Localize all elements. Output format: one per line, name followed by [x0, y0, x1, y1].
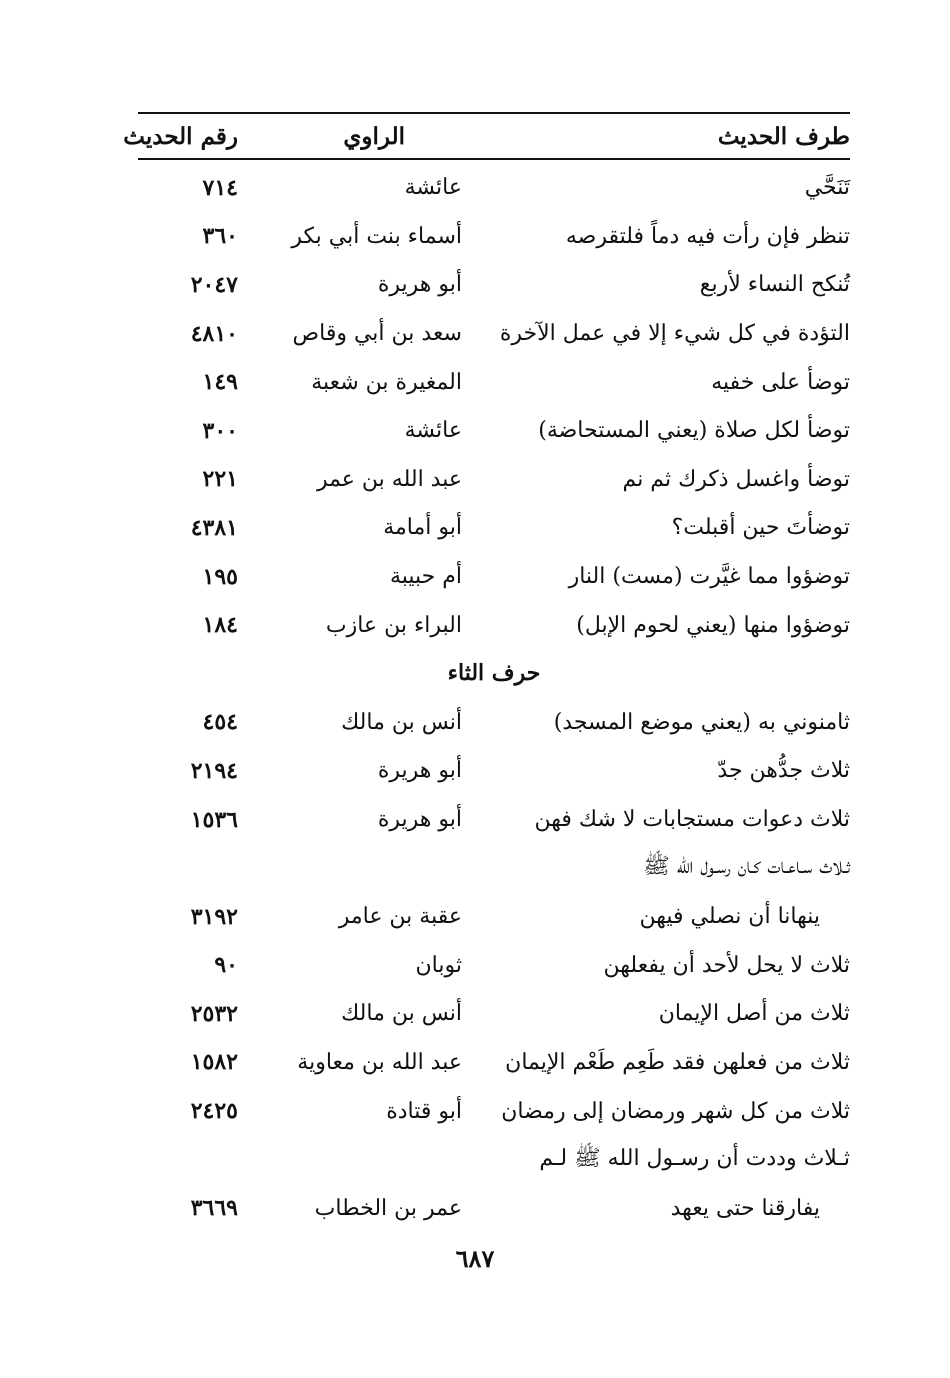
- table-row: [138, 552, 850, 601]
- table-row-continued: [138, 1135, 850, 1184]
- rawi-name: أنس بن مالك: [341, 1001, 462, 1027]
- hadith-column-header: طرف الحديث: [717, 122, 850, 150]
- hadith-text: توضأ على خفيه: [711, 369, 850, 395]
- table-row: [138, 747, 850, 796]
- rawi-name: أنس بن مالك: [341, 709, 462, 735]
- hadith-text: ثلاث من كل شهر ورمضان إلى رمضان: [501, 1098, 850, 1124]
- hadith-text: التؤدة في كل شيء إلا في عمل الآخرة: [499, 321, 850, 347]
- hadith-text: توضأتَ حين أقبلت؟: [671, 515, 850, 541]
- table-row: [138, 212, 850, 261]
- hadith-text: توضؤوا مما غيَّرت (مست) النار: [568, 564, 850, 590]
- table-row: [138, 164, 850, 213]
- section-title: حرف الثاء: [447, 660, 541, 687]
- table-row: [138, 1184, 850, 1233]
- hadith-number: ٢١٩٤: [190, 757, 238, 784]
- rawi-name: ثوبان: [415, 952, 462, 978]
- rawi-name: [247, 1135, 462, 1184]
- hadith-text: ثلاث دعوات مستجابات لا شك فهن: [534, 807, 850, 833]
- hadith-text: تَنَحَّي: [804, 175, 850, 201]
- hadith-number: ٣٦٦٩: [190, 1195, 238, 1222]
- table-row: [138, 601, 850, 650]
- table-row: [138, 261, 850, 310]
- hadith-number: ٧١٤: [202, 174, 238, 201]
- hadith-text: توضأ لكل صلاة (يعني المستحاضة): [538, 418, 850, 444]
- rawi-name: عائشة: [404, 418, 462, 444]
- table-row: [138, 1087, 850, 1136]
- section-heading: [138, 649, 850, 698]
- hadith-number: ١٤٩: [202, 369, 238, 396]
- rawi-name: أبو هريرة: [377, 272, 462, 298]
- table-row: [138, 941, 850, 990]
- hadith-number: ٢٢١: [202, 466, 238, 493]
- hadith-number: ٣٦٠: [202, 223, 238, 250]
- hadith-text: ثلاث لا يحل لأحد أن يفعلهن: [603, 952, 850, 978]
- rawi-name: البراء بن عازب: [325, 612, 462, 638]
- table-row: [138, 406, 850, 455]
- rawi-name: المغيرة بن شعبة: [311, 369, 462, 395]
- hadith-text: تُنكح النساء لأربع: [699, 272, 850, 298]
- table-row: [138, 455, 850, 504]
- hadith-text: ثلاث من أصل الإيمان: [658, 1001, 850, 1027]
- rawi-column-header: الراوي: [343, 122, 405, 150]
- hadith-number: ١٨٤: [202, 612, 238, 639]
- table-row: [138, 892, 850, 941]
- rawi-name: عقبة بن عامر: [338, 904, 462, 930]
- rawi-name: أبو هريرة: [377, 758, 462, 784]
- hadith-number: ٢٤٢٥: [190, 1098, 238, 1125]
- rawi-name: عمر بن الخطاب: [314, 1195, 462, 1221]
- hadith-number: ١٥٣٦: [190, 806, 238, 833]
- rawi-name: أبو أمامة: [383, 515, 462, 541]
- hadith-text: ينهانا أن نصلي فيهن: [639, 904, 820, 930]
- rawi-name: عبد الله بن عمر: [316, 466, 462, 492]
- rawi-name: أبو قتادة: [386, 1098, 462, 1124]
- hadith-text: ثامنوني به (يعني موضع المسجد): [553, 709, 850, 735]
- hadith-text: ثـلاث سـاعـات كـان رسـول الله ﷺ: [643, 854, 850, 880]
- hadith-number: [138, 1135, 238, 1184]
- hadith-text: ثـلاث وددت أن رسـول الله ﷺ لـم: [539, 1145, 850, 1171]
- hadith-number: ٣١٩٢: [190, 903, 238, 930]
- hadith-number: ٩٠: [214, 952, 238, 979]
- hadith-text: تنظر فإن رأت فيه دماً فلتقرصه: [565, 223, 850, 249]
- hadith-number: ٢٠٤٧: [190, 271, 238, 298]
- rawi-name: أبو هريرة: [377, 807, 462, 833]
- table-row: [138, 358, 850, 407]
- hadith-number: ١٩٥: [202, 563, 238, 590]
- rawi-name: سعد بن أبي وقاص: [292, 321, 462, 347]
- number-column-header: رقم الحديث: [123, 122, 238, 150]
- rawi-name: عائشة: [404, 175, 462, 201]
- hadith-number: ٣٠٠: [202, 417, 238, 444]
- table-row: [138, 309, 850, 358]
- rawi-name: [247, 844, 462, 893]
- hadith-number: ١٥٨٢: [190, 1049, 238, 1076]
- hadith-text: توضؤوا منها (يعني لحوم الإبل): [576, 612, 850, 638]
- hadith-number: ٤٨١٠: [190, 320, 238, 347]
- hadith-text: يفارقنا حتى يعهد: [670, 1195, 820, 1221]
- rawi-name: أم حبيبة: [389, 564, 462, 590]
- index-table: [123, 112, 850, 1233]
- table-row: [138, 1038, 850, 1087]
- hadith-number: ٤٣٨١: [190, 514, 238, 541]
- table-header: [123, 114, 850, 158]
- rawi-name: عبد الله بن معاوية: [297, 1049, 462, 1075]
- hadith-text: توضأ واغسل ذكرك ثم نم: [622, 466, 850, 492]
- rawi-name: أسماء بنت أبي بكر: [291, 223, 462, 249]
- hadith-number: [138, 844, 238, 893]
- table-row: [138, 795, 850, 844]
- page-number: ٦٨٧: [455, 1244, 495, 1273]
- table-row: [138, 504, 850, 553]
- table-row: [138, 990, 850, 1039]
- hadith-number: ٢٥٣٢: [190, 1000, 238, 1027]
- hadith-text: ثلاث من فعلهن فقد طَعِم طَعْم الإيمان: [505, 1049, 850, 1075]
- hadith-text: ثلاث جدُّهن جدّ: [717, 758, 850, 784]
- table-row-continued: [138, 844, 850, 893]
- table-row: [138, 698, 850, 747]
- hadith-number: ٤٥٤: [202, 709, 238, 736]
